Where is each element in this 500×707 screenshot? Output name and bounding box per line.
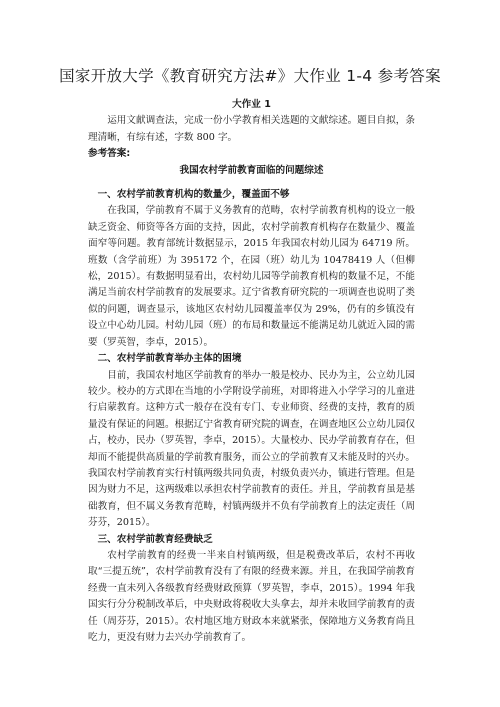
document-title: 国家开放大学《教育研究方法#》大作业 1-4 参考答案 — [59, 67, 441, 85]
task-text: 运用文献调查法，完成一份小学教育相关选题的文献综述。题目自拟，条理清晰，有综有述，字数 800 字。 — [88, 115, 415, 143]
essay-title: 我国农村学前教育面临的问题综述 — [179, 164, 324, 176]
document-body — [88, 97, 415, 646]
section-heading-2: 二、农村学前教育举办主体的困境 — [97, 353, 242, 365]
section-heading-1: 一、农村学前教育机构的数量少，覆盖面不够 — [97, 189, 290, 201]
assignment-heading: 大作业 1 — [232, 99, 271, 110]
section-paragraph-2: 目前，我国农村地区学前教育的举办一般是校办、民办为主，公立幼儿园较少。校办的方式即在当地的小学附设学前班，对即将进入小学学习的儿童进行启蒙教育。这种方式一般存在没有专门、专业师资、经费的支持，教育的质量没有保证的问题。根据辽宁省教育研究院的调查，在调查地区公立幼儿园仅占，校办，民办（罗英智，李卓，2015）。大量校办、民办学前教育存在，但却而不能提供高质量的学前教育服务，而公立的学前教育又未能及时的兴办。我国农村学前教育实行村镇两级共同负责，村级负责兴办，镇进行管理。但是因为财力不足，这两级难以承担农村学前教育的责任。并且，学前教育虽是基础教育，但不属义务教育范畴，村镇两级并不负有学前教育上的法定责任（周芬芬，2015）。 — [88, 369, 415, 529]
section-heading-3: 三、农村学前教育经费缺乏 — [97, 533, 213, 545]
section-paragraph-1: 在我国，学前教育不属于义务教育的范畴，农村学前教育机构的设立一般缺乏资金、师资等各方面的支持，因此，农村学前教育机构存在数量少、覆盖面窄等问题。教育部统计数据显示，2015 年我国农村幼儿园为 64719 所。班数（含学前班）为 395172 个，在园（班）幼儿为 10478419 人（但柳松，2015）。有数据明显看出，农村幼儿园等学前教育机构的数量不足，不能满足当前农村学前教育的发展要求。辽宁省教育研究院的一项调查也说明了类似的问题，调查显示，该地区农村幼儿园覆盖率仅为 29%，仍有的乡镇没有设立中心幼儿园。村幼儿园（班）的布局和数量远不能满足幼儿就近入园的需要（罗英智，李卓，2015）。 — [88, 205, 415, 348]
section-paragraph-3: 农村学前教育的经费一半来自村镇两级，但是税费改革后，农村不再收取“三提五统”，农村学前教育没有了有限的经费来源。并且，在我国学前教育经费一直未列入各级教育经费财政预算（罗英智，李卓，2015）。1994 年我国实行分分税制改革后，中央财政将税收大头拿去，却并未收回学前教育的责任（周芬芬，2015）。农村地区地方财政本来就紧张，保障地方义务教育尚且吃力，更没有财力去兴办学前教育了。 — [88, 549, 415, 643]
spacer — [88, 179, 415, 187]
answer-label: 参考答案: — [88, 148, 131, 160]
